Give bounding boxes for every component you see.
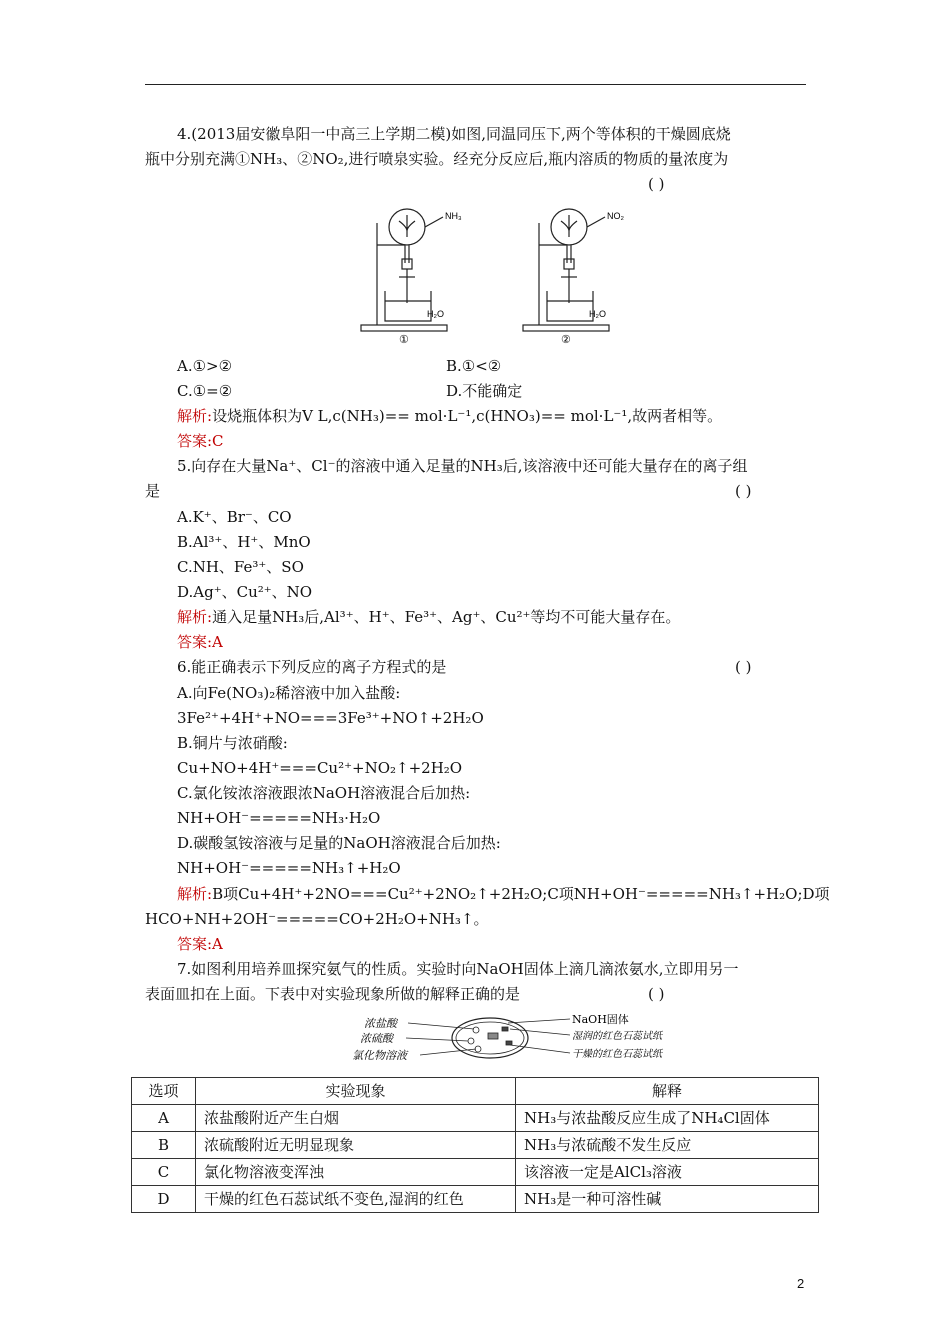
table-header-row	[132, 1078, 819, 1105]
q6-equation-b: Cu+NO+4H⁺===Cu²⁺+NO₂↑+2H₂O	[177, 759, 463, 777]
fig-naoh-label: NaOH固体	[572, 1013, 629, 1026]
table-cell: D	[132, 1186, 196, 1213]
table-cell: 浓盐酸附近产生白烟	[196, 1105, 516, 1132]
q5-option-a: A.K⁺、Br⁻、CO	[177, 508, 292, 526]
fig-dry-paper-label: 干燥的红色石蕊试纸	[572, 1049, 662, 1060]
fig-water-label-2: H₂O	[589, 309, 606, 319]
q4-option-a: A.①>②	[177, 357, 233, 375]
table-cell: A	[132, 1105, 196, 1132]
fig-water-label-1: H₂O	[427, 309, 444, 319]
fig-hcl-label: 浓盐酸	[364, 1017, 397, 1030]
table-row	[132, 1186, 819, 1213]
q5-line1: 5.向存在大量Na⁺、Cl⁻的溶液中通入足量的NH₃后,该溶液中还可能大量存在的离子组	[177, 457, 748, 475]
table-cell: C	[132, 1159, 196, 1186]
table-header-cell: 解释	[516, 1078, 819, 1105]
table-cell: NH₃是一种可溶性碱	[516, 1186, 819, 1213]
q6-equation-d: NH+OH⁻=====NH₃↑+H₂O	[177, 859, 401, 877]
q7-table	[131, 1077, 819, 1213]
analysis-label: 解析:	[177, 885, 213, 903]
analysis-text: 设烧瓶体积为V L,c(NH₃)== mol·L⁻¹,c(HNO₃)== mol·L⁻¹,故两者相等。	[212, 407, 723, 425]
table-header-cell: 选项	[132, 1078, 196, 1105]
table-cell: 氯化物溶液变浑浊	[196, 1159, 516, 1186]
q6-option-c: C.氯化铵浓溶液跟浓NaOH溶液混合后加热:	[177, 784, 471, 802]
q5-bracket: ( )	[735, 482, 752, 500]
q6-equation-a: 3Fe²⁺+4H⁺+NO===3Fe³⁺+NO↑+2H₂O	[177, 709, 484, 727]
page-number: 2	[797, 1276, 805, 1291]
q4-bracket: ( )	[648, 175, 665, 193]
q4-line1: 4.(2013届安徽阜阳一中高三上学期二模)如图,同温同压下,两个等体积的干燥圆底烧	[177, 125, 731, 143]
fountain-figure	[355, 203, 625, 345]
table-cell: NH₃与浓盐酸反应生成了NH₄Cl固体	[516, 1105, 819, 1132]
fig-mark-1: ①	[399, 333, 409, 346]
q7-line1: 7.如图利用培养皿探究氨气的性质。实验时向NaOH固体上滴几滴浓氨水,立即用另一	[177, 960, 739, 978]
analysis-text: B项Cu+4H⁺+2NO===Cu²⁺+2NO₂↑+2H₂O;C项NH+OH⁻=====NH₃↑+H₂O;D项	[212, 885, 830, 903]
q6-line1: 6.能正确表示下列反应的离子方程式的是	[177, 658, 447, 676]
fig-chloride-label: 氯化物溶液	[352, 1049, 407, 1062]
fig-mark-2: ②	[561, 333, 571, 346]
q4-option-d: D.不能确定	[446, 382, 523, 400]
table-cell: 干燥的红色石蕊试纸不变色,湿润的红色	[196, 1186, 516, 1213]
q6-analysis	[177, 884, 830, 904]
q4-option-c: C.①=②	[177, 382, 233, 400]
q6-equation-c: NH+OH⁻=====NH₃·H₂O	[177, 809, 381, 827]
petri-dish-figure	[350, 1011, 662, 1067]
q6-option-b: B.铜片与浓硝酸:	[177, 734, 288, 752]
table-cell: 浓硫酸附近无明显现象	[196, 1132, 516, 1159]
q4-answer: 答案:C	[177, 432, 224, 450]
fig-wet-paper-label: 湿润的红色石蕊试纸	[572, 1031, 662, 1042]
q6-option-d: D.碳酸氢铵溶液与足量的NaOH溶液混合后加热:	[177, 834, 501, 852]
fig-nh3-label: NH₃	[445, 211, 462, 221]
q6-analysis-cont: HCO+NH+2OH⁻=====CO+2H₂O+NH₃↑。	[145, 910, 489, 928]
q5-option-c: C.NH、Fe³⁺、SO	[177, 558, 304, 576]
table-cell: B	[132, 1132, 196, 1159]
q6-answer: 答案:A	[177, 935, 223, 953]
q7-bracket: ( )	[648, 985, 665, 1003]
q4-line2: 瓶中分别充满①NH₃、②NO₂,进行喷泉实验。经充分反应后,瓶内溶质的物质的量浓度为	[145, 150, 729, 168]
q5-answer: 答案:A	[177, 633, 223, 651]
q5-option-d: D.Ag⁺、Cu²⁺、NO	[177, 583, 313, 601]
q4-analysis	[177, 406, 722, 426]
analysis-text: 通入足量NH₃后,Al³⁺、H⁺、Fe³⁺、Ag⁺、Cu²⁺等均不可能大量存在。	[212, 608, 681, 626]
table-header-cell: 实验现象	[196, 1078, 516, 1105]
q5-line2: 是	[145, 482, 161, 500]
fig-h2so4-label: 浓硫酸	[360, 1032, 393, 1045]
q6-bracket: ( )	[735, 658, 752, 676]
analysis-label: 解析:	[177, 407, 213, 425]
analysis-label: 解析:	[177, 608, 213, 626]
q5-option-b: B.Al³⁺、H⁺、MnO	[177, 533, 311, 551]
q6-option-a: A.向Fe(NO₃)₂稀溶液中加入盐酸:	[177, 684, 401, 702]
fig-no2-label: NO₂	[607, 211, 624, 221]
header-rule	[145, 84, 806, 85]
q7-line2: 表面皿扣在上面。下表中对实验现象所做的解释正确的是	[145, 985, 521, 1003]
q5-analysis	[177, 607, 680, 627]
table-row	[132, 1105, 819, 1132]
table-row	[132, 1132, 819, 1159]
table-cell: NH₃与浓硫酸不发生反应	[516, 1132, 819, 1159]
table-cell: 该溶液一定是AlCl₃溶液	[516, 1159, 819, 1186]
table-row	[132, 1159, 819, 1186]
q4-option-b: B.①<②	[446, 357, 502, 375]
